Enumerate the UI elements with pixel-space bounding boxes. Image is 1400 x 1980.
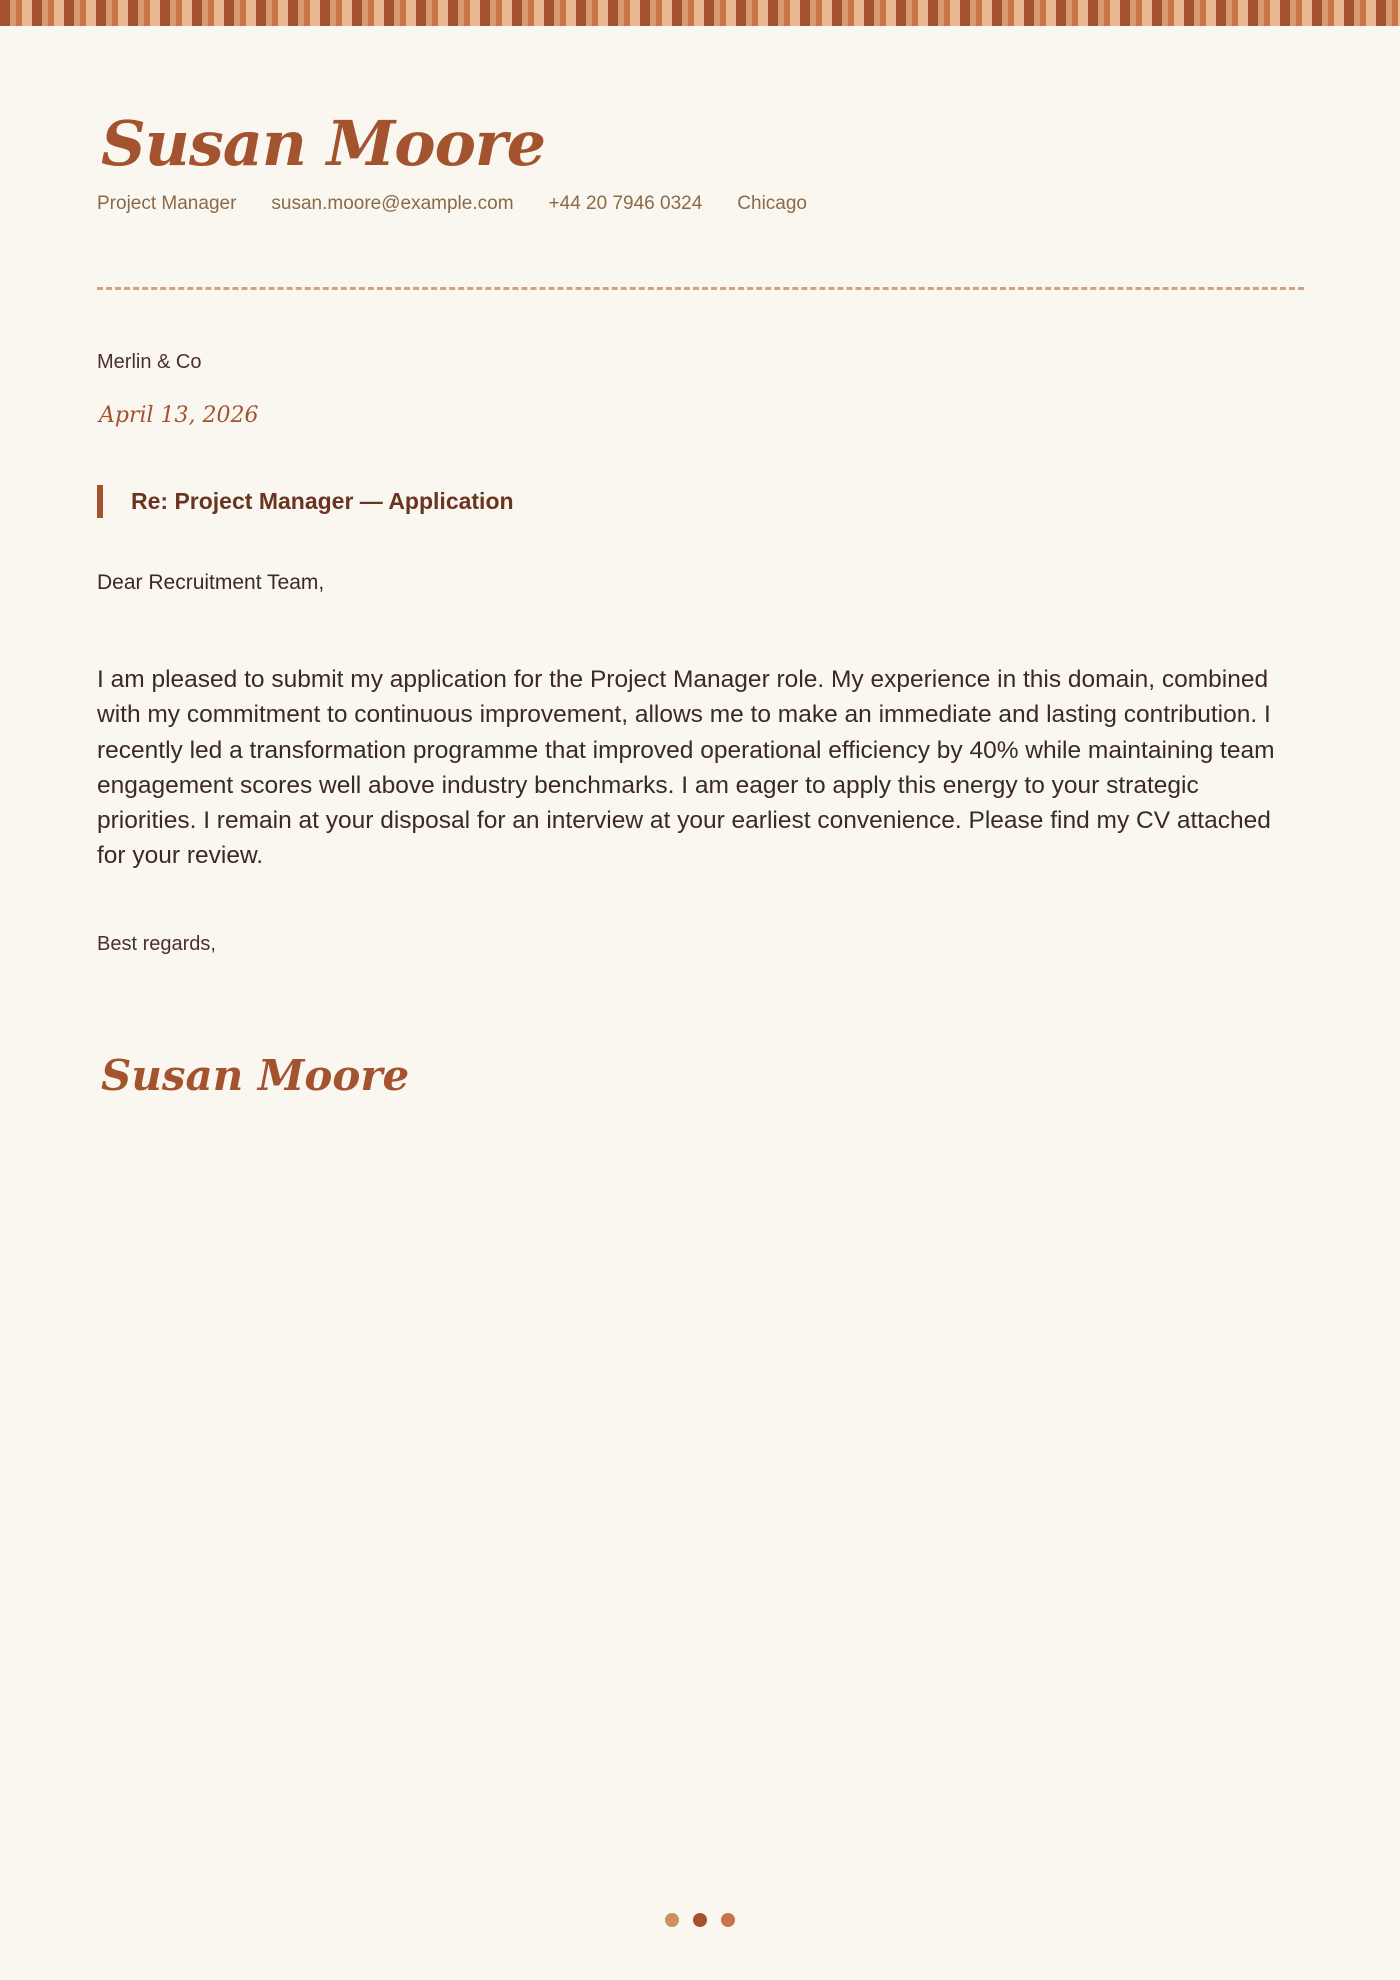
recipient-company: Merlin & Co bbox=[97, 351, 202, 373]
contact-email: susan.moore@example.com bbox=[271, 193, 514, 214]
contact-job-title: Project Manager bbox=[97, 193, 237, 214]
signature: Susan Moore bbox=[101, 1051, 410, 1100]
contact-location: Chicago bbox=[737, 193, 807, 214]
footer-dot bbox=[693, 1913, 707, 1927]
footer-dot bbox=[665, 1913, 679, 1927]
footer-dot bbox=[721, 1913, 735, 1927]
letter-salutation: Dear Recruitment Team, bbox=[97, 571, 325, 594]
letter-subject: Re: Project Manager — Application bbox=[97, 485, 514, 518]
decorative-footer-dots bbox=[0, 1913, 1400, 1927]
sender-name: Susan Moore bbox=[101, 107, 546, 180]
letter-closing: Best regards, bbox=[97, 933, 216, 955]
contact-info-row bbox=[97, 191, 807, 217]
letter-date: April 13, 2026 bbox=[99, 403, 259, 428]
dashed-divider bbox=[97, 287, 1304, 290]
decorative-top-stripe bbox=[0, 0, 1400, 26]
contact-phone: +44 20 7946 0324 bbox=[548, 193, 703, 214]
letter-body: I am pleased to submit my application for the Project Manager role. My experience in this domain, combined with my commitment to continuous improvement, allows me to make an immediate and lasting contribution. I recently led a transformation programme that improved operational efficiency by 40% while maintaining team engagement scores well above industry benchmarks. I am eager to apply this energy to your strategic priorities. I remain at your disposal for an interview at your earliest convenience. Please find my CV attached for your review. bbox=[97, 666, 1275, 870]
